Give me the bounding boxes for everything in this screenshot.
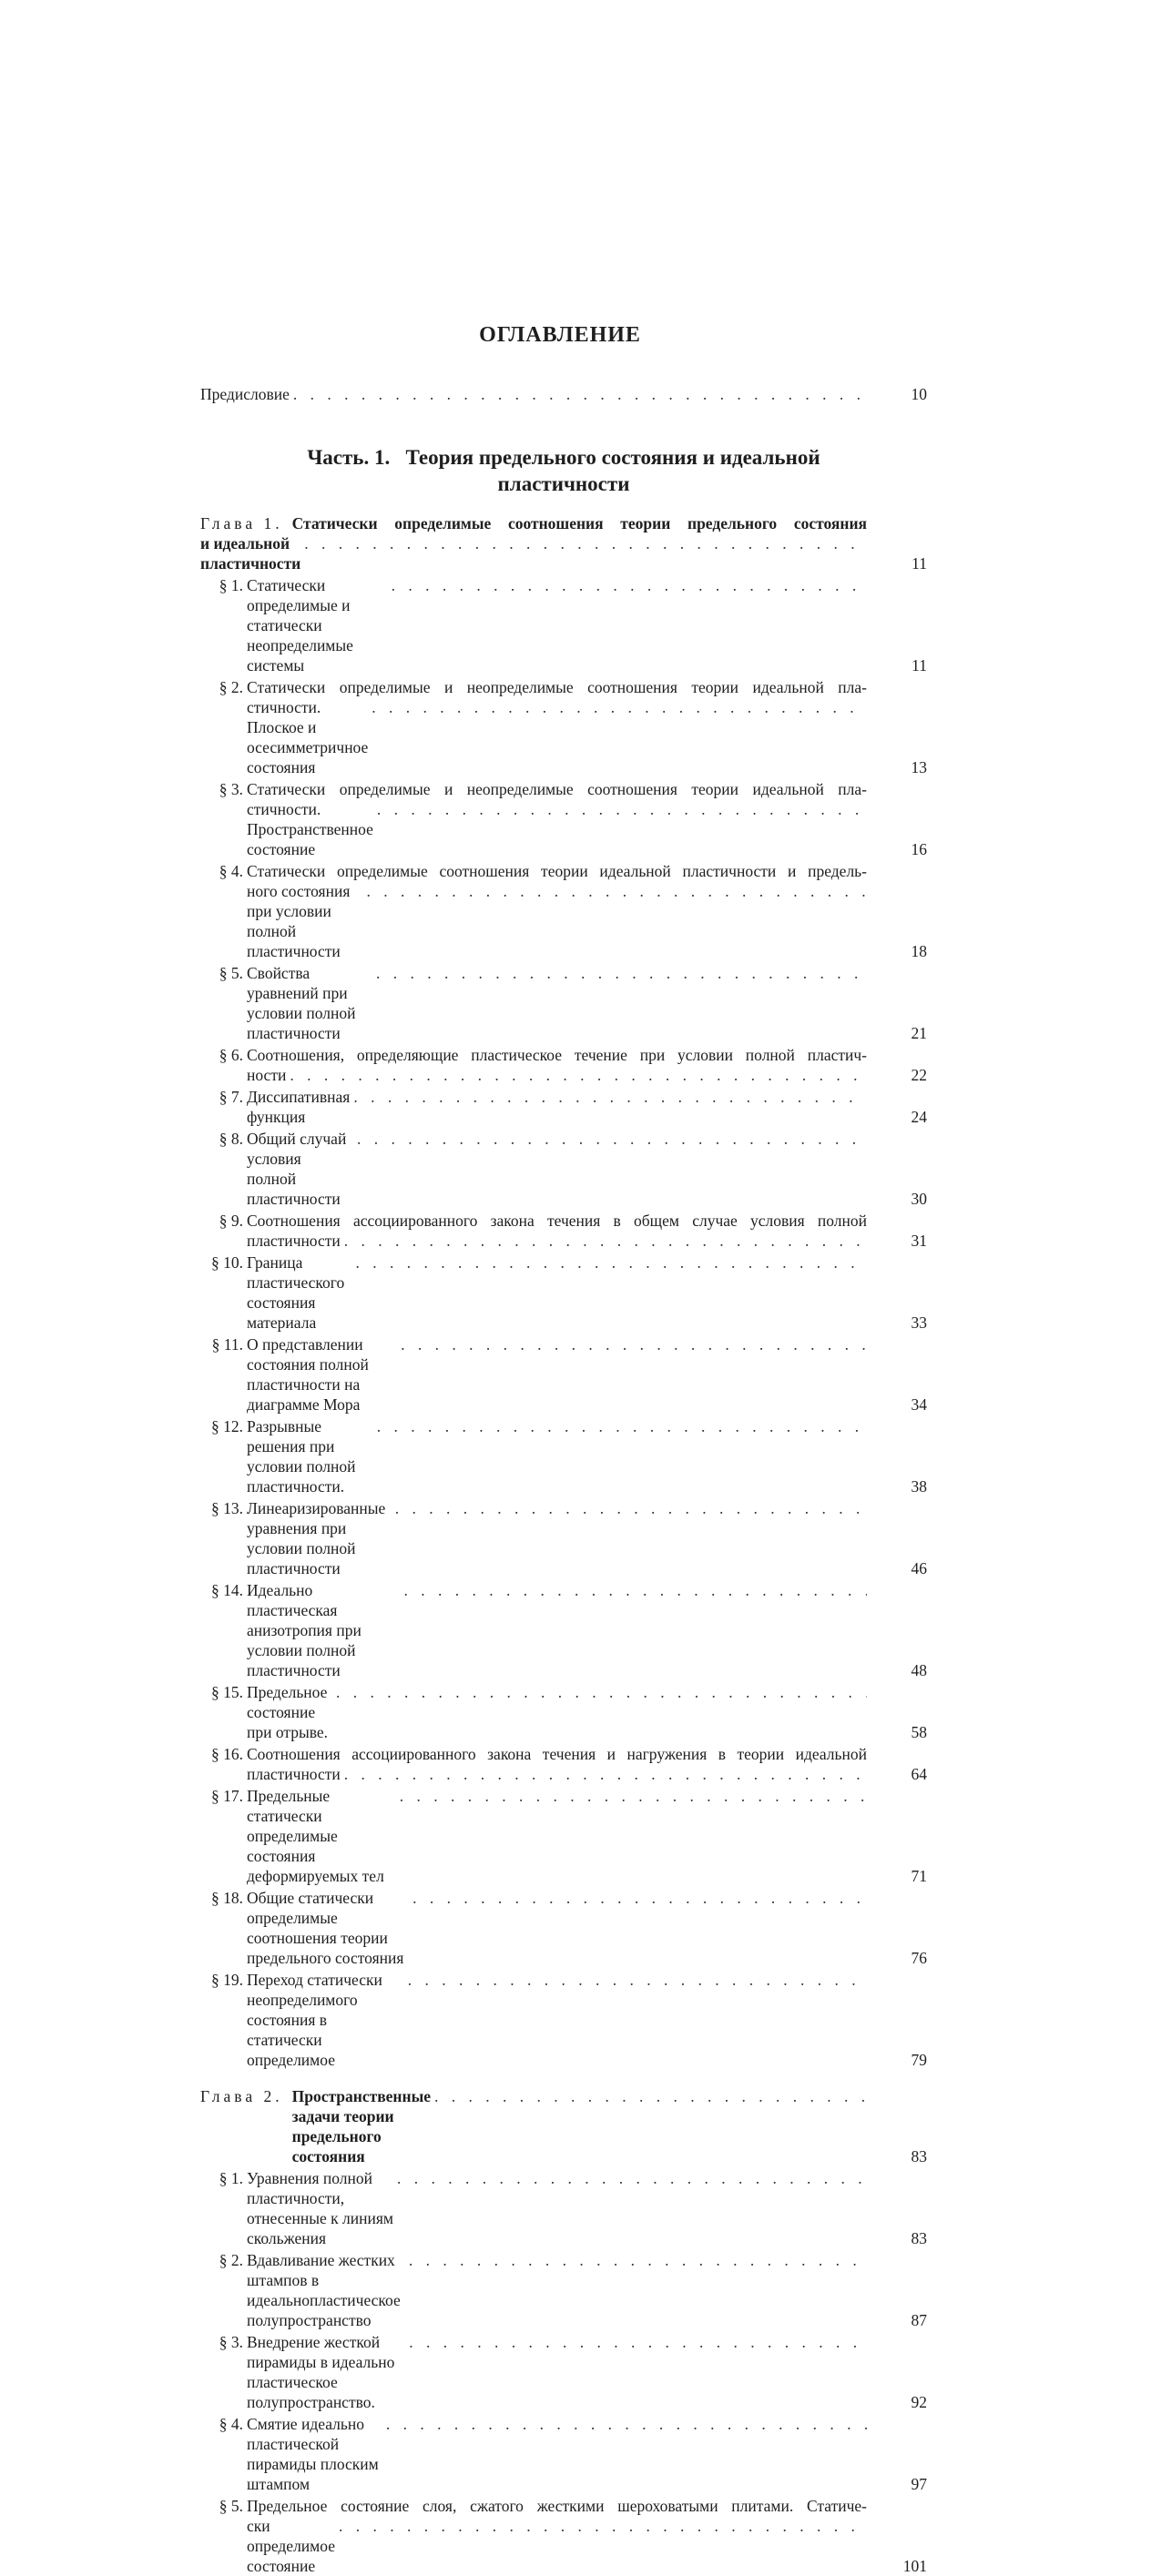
toc-section[interactable] bbox=[200, 963, 927, 1043]
toc-section[interactable] bbox=[200, 677, 927, 777]
dot-leader bbox=[336, 1682, 867, 1702]
entry-body bbox=[247, 779, 867, 859]
dot-leader bbox=[397, 2168, 867, 2188]
part-heading-line: пластичности bbox=[497, 472, 630, 495]
entry-body bbox=[247, 1211, 867, 1251]
entry-last-line bbox=[247, 1888, 867, 1968]
entry-last-line bbox=[247, 799, 867, 859]
entry-last-line bbox=[247, 1682, 867, 1742]
toc-section[interactable] bbox=[200, 861, 927, 961]
toc-entry-preface[interactable] bbox=[200, 384, 927, 404]
entry-text-line: Соотношения, определяющие пластическое течение при условии полной пластич- bbox=[247, 1046, 867, 1064]
entry-body bbox=[247, 1498, 867, 1578]
dot-leader bbox=[344, 1231, 867, 1251]
entry-text-line: Предельное состояние слоя, сжатого жесткими шероховатыми плитами. Статиче- bbox=[247, 2497, 867, 2515]
entry-last-line bbox=[247, 2516, 867, 2576]
toc-section[interactable] bbox=[200, 575, 927, 675]
section-number: § 19. bbox=[211, 1971, 243, 1989]
dot-leader bbox=[293, 384, 867, 404]
section-number: § 3. bbox=[219, 2333, 243, 2351]
section-number: § 16. bbox=[211, 1745, 243, 1763]
dot-leader bbox=[409, 2250, 867, 2270]
entry-text-line: Переход статически неопределимого состояния в статически определимое bbox=[247, 1971, 382, 2069]
entry-last-line bbox=[247, 1087, 867, 1127]
entry-body bbox=[247, 1253, 867, 1333]
dot-leader bbox=[392, 575, 867, 595]
entry-body bbox=[247, 1682, 867, 1742]
entry-body bbox=[247, 2332, 867, 2412]
page-number: 21 bbox=[911, 1024, 927, 1042]
toc-section[interactable] bbox=[200, 1211, 927, 1251]
toc-title: ОГЛАВЛЕНИЕ bbox=[479, 323, 641, 347]
toc-section[interactable] bbox=[200, 1682, 927, 1742]
page-number: 76 bbox=[911, 1949, 927, 1967]
section-number: § 7. bbox=[219, 1088, 243, 1106]
entry-text-line: Диссипативная функция bbox=[247, 1088, 351, 1126]
entry-text-line: ски определимое состояние bbox=[247, 2517, 335, 2575]
dot-leader bbox=[344, 1764, 867, 1784]
entry-last-line bbox=[247, 2250, 867, 2330]
page-number: 64 bbox=[911, 1765, 927, 1783]
entry-last-line bbox=[247, 1764, 867, 1784]
dot-leader bbox=[290, 1065, 867, 1085]
entry-last-line bbox=[247, 575, 867, 675]
entry-text-line: Статически определимые и неопределимые соотношения теории идеальной пла- bbox=[247, 780, 867, 798]
entry-text-line: Уравнения полной пластичности, отнесенные к линиям скольжения bbox=[247, 2169, 393, 2247]
chapter-label: Глава 2. bbox=[200, 2087, 283, 2105]
section-number: § 11. bbox=[211, 1335, 243, 1354]
page-number: 87 bbox=[911, 2311, 927, 2329]
chapter-text-line bbox=[200, 513, 867, 533]
page-number: 101 bbox=[902, 2557, 927, 2575]
entry-text-line: стичности. Пространственное состояние bbox=[247, 800, 373, 858]
entry-body bbox=[247, 2496, 867, 2576]
dot-leader bbox=[366, 881, 867, 901]
dot-leader bbox=[376, 963, 867, 983]
entry-last-line bbox=[247, 1129, 867, 1209]
page-number: 92 bbox=[911, 2393, 927, 2411]
toc-section[interactable] bbox=[200, 2332, 927, 2412]
entry-body bbox=[247, 1786, 867, 1886]
entry-text-line: Статически определимые соотношения теории идеальной пластичности и предель- bbox=[247, 862, 867, 880]
entry-text-line: пластичности bbox=[247, 1232, 341, 1250]
section-number: § 1. bbox=[219, 576, 243, 594]
entry-last-line bbox=[247, 1580, 867, 1680]
entry-text-line: пластичности bbox=[247, 1765, 341, 1783]
page-number: 24 bbox=[911, 1108, 927, 1126]
page-number: 83 bbox=[911, 2147, 927, 2165]
dot-leader bbox=[401, 1334, 867, 1354]
entry-last-line bbox=[247, 697, 867, 777]
toc-entries bbox=[200, 382, 927, 2576]
section-number: § 2. bbox=[219, 678, 243, 696]
toc-chapter[interactable] bbox=[200, 513, 927, 573]
entry-last-line bbox=[247, 2414, 867, 2494]
section-number: § 3. bbox=[219, 780, 243, 798]
entry-body bbox=[247, 1129, 867, 1209]
toc-section[interactable] bbox=[200, 1253, 927, 1333]
entry-body bbox=[247, 2414, 867, 2494]
dot-leader bbox=[339, 2516, 867, 2536]
page-number: 16 bbox=[911, 840, 927, 858]
entry-body bbox=[247, 2168, 867, 2248]
page-number: 13 bbox=[911, 758, 927, 776]
entry-text-line: Соотношения ассоциированного закона течения и нагружения в теории идеальной bbox=[247, 1745, 867, 1763]
dot-leader bbox=[386, 2414, 867, 2434]
entry-last-line bbox=[247, 2168, 867, 2248]
toc-section[interactable] bbox=[200, 1129, 927, 1209]
entry-last-line bbox=[247, 2332, 867, 2412]
toc-section[interactable] bbox=[200, 2250, 927, 2330]
page-number: 71 bbox=[911, 1867, 927, 1885]
entry-last-line bbox=[247, 963, 867, 1043]
toc-section[interactable] bbox=[200, 2168, 927, 2248]
entry-text-line: Вдавливание жестких штампов в идеальнопластическое полупространство bbox=[247, 2251, 401, 2329]
toc-section[interactable] bbox=[200, 2414, 927, 2494]
entry-last-line bbox=[247, 1253, 867, 1333]
entry-text-line: Линеаризированные уравнения при условии полной пластичности bbox=[247, 1499, 386, 1577]
entry-last-line bbox=[247, 1065, 867, 1085]
toc-section[interactable] bbox=[200, 1580, 927, 1680]
chapter-label: Глава 1. bbox=[200, 514, 283, 532]
chapter-list bbox=[200, 513, 927, 2576]
entry-last-line bbox=[247, 1970, 867, 2070]
page-number: 31 bbox=[911, 1232, 927, 1250]
dot-leader bbox=[408, 1970, 867, 1990]
page-number: 97 bbox=[911, 2475, 927, 2493]
entry-text-line: ного состояния при условии полной пластичности bbox=[247, 882, 351, 960]
section-number: § 18. bbox=[211, 1889, 243, 1907]
chapter-last-line bbox=[200, 533, 867, 573]
dot-leader bbox=[377, 1416, 867, 1436]
dot-leader bbox=[304, 533, 867, 553]
chapter-body bbox=[200, 2086, 867, 2166]
entry-body bbox=[247, 963, 867, 1043]
section-number: § 13. bbox=[211, 1499, 243, 1517]
entry-text-line: Свойства уравнений при условии полной пластичности bbox=[247, 964, 356, 1042]
dot-leader bbox=[353, 1087, 867, 1107]
toc-section[interactable] bbox=[200, 1045, 927, 1085]
toc-chapter[interactable] bbox=[200, 2086, 927, 2166]
entry-last-line bbox=[247, 1416, 867, 1496]
page-number: 83 bbox=[911, 2229, 927, 2247]
entry-text-line: стичности. Плоское и осесимметричное состояния bbox=[247, 698, 369, 776]
chapter-last-line bbox=[200, 2086, 867, 2166]
dot-leader bbox=[395, 1498, 867, 1518]
entry-last-line bbox=[247, 1334, 867, 1415]
entry-text-line: Статически определимые и статически неопределимые системы bbox=[247, 576, 353, 674]
page-number: 22 bbox=[911, 1066, 927, 1084]
entry-body bbox=[247, 1045, 867, 1085]
entry-body bbox=[247, 1580, 867, 1680]
page-number: 46 bbox=[911, 1559, 927, 1577]
entry-text-line: Идеально пластическая анизотропия при условии полной пластичности bbox=[247, 1581, 362, 1679]
page-number: 33 bbox=[911, 1313, 927, 1332]
dot-leader bbox=[409, 2332, 867, 2352]
section-number: § 6. bbox=[219, 1046, 243, 1064]
section-number: § 12. bbox=[211, 1417, 243, 1435]
entry-body bbox=[247, 1087, 867, 1127]
section-number: § 5. bbox=[219, 964, 243, 982]
entry-text-line: О представлении состояния полной пластичности на диаграмме Мора bbox=[247, 1335, 369, 1414]
section-number: § 4. bbox=[219, 862, 243, 880]
entry-text-line: Соотношения ассоциированного закона течения в общем случае условия полной bbox=[247, 1212, 867, 1230]
entry-last-line bbox=[247, 1786, 867, 1886]
entry-text-line: ности bbox=[247, 1066, 287, 1084]
section-number: § 4. bbox=[219, 2415, 243, 2433]
toc-section[interactable] bbox=[200, 1416, 927, 1496]
page-number: 48 bbox=[911, 1661, 927, 1679]
entry-body bbox=[247, 861, 867, 961]
toc-section[interactable] bbox=[200, 1786, 927, 1886]
entry-text-line: Предельные статически определимые состояния деформируемых тел bbox=[247, 1787, 384, 1885]
toc-section[interactable] bbox=[200, 2496, 927, 2576]
entry-body bbox=[247, 1744, 867, 1784]
section-number: § 5. bbox=[219, 2497, 243, 2515]
dot-leader bbox=[412, 1888, 867, 1908]
toc-section[interactable] bbox=[200, 1498, 927, 1578]
page-number: 11 bbox=[911, 656, 927, 674]
page-number: 10 bbox=[911, 385, 927, 403]
entry-text-line: Разрывные решения при условии полной пластичности. bbox=[247, 1417, 356, 1496]
dot-leader bbox=[434, 2086, 867, 2106]
entry-body bbox=[247, 575, 867, 675]
page-number: 34 bbox=[911, 1395, 927, 1414]
entry-body bbox=[247, 1416, 867, 1496]
page-number: 58 bbox=[911, 1723, 927, 1741]
dot-leader bbox=[400, 1786, 867, 1806]
section-number: § 9. bbox=[219, 1212, 243, 1230]
toc-section[interactable] bbox=[200, 1334, 927, 1415]
toc-section[interactable] bbox=[200, 1888, 927, 1968]
page-number: 11 bbox=[911, 554, 927, 573]
entry-text-line: Внедрение жесткой пирамиды в идеально пластическое полупространство. bbox=[247, 2333, 395, 2411]
dot-leader bbox=[403, 1580, 867, 1600]
chapter-title: и идеальной пластичности bbox=[200, 534, 301, 573]
entry-body bbox=[247, 1970, 867, 2070]
entry-body bbox=[247, 677, 867, 777]
section-number: § 17. bbox=[211, 1787, 243, 1805]
entry-text-line: Общие статически определимые соотношения теории предельного состояния bbox=[247, 1889, 404, 1967]
dot-leader bbox=[357, 1129, 867, 1149]
entry-body bbox=[247, 1888, 867, 1968]
entry-title: Предисловие bbox=[200, 385, 290, 403]
entry-text-line: Граница пластического состояния материала bbox=[247, 1253, 345, 1332]
entry-text-line: Смятие идеально пластической пирамиды плоским штампом bbox=[247, 2415, 379, 2493]
part-heading-line: Часть. 1. Теория предельного состояния и идеальной bbox=[307, 446, 820, 469]
toc-section[interactable] bbox=[200, 1087, 927, 1127]
section-number: § 1. bbox=[219, 2169, 243, 2187]
dot-leader bbox=[377, 799, 867, 819]
page-number: 30 bbox=[911, 1190, 927, 1208]
chapter-body bbox=[200, 513, 867, 573]
dot-leader bbox=[372, 697, 867, 717]
entry-text-line: Предельное состояние при отрыве. bbox=[247, 1683, 329, 1741]
entry-text-line: Общий случай условия полной пластичности bbox=[247, 1130, 347, 1208]
page-number: 38 bbox=[911, 1477, 927, 1496]
entry-last-line bbox=[247, 1231, 867, 1251]
chapter-title: Пространственные задачи теории предельного состояния bbox=[291, 2087, 432, 2165]
page-number: 18 bbox=[911, 942, 927, 960]
toc-section[interactable] bbox=[200, 1744, 927, 1784]
entry-last-line bbox=[247, 881, 867, 961]
part-heading bbox=[200, 444, 927, 497]
entry-body bbox=[247, 2250, 867, 2330]
chapter-title: Статически определимые соотношения теории предельного состояния bbox=[291, 514, 867, 532]
section-number: § 14. bbox=[211, 1581, 243, 1599]
entry-text-line: Статически определимые и неопределимые соотношения теории идеальной пла- bbox=[247, 678, 867, 696]
section-number: § 8. bbox=[219, 1130, 243, 1148]
page-number: 79 bbox=[911, 2051, 927, 2069]
section-number: § 15. bbox=[211, 1683, 243, 1701]
entry-body bbox=[247, 1334, 867, 1415]
section-number: § 10. bbox=[211, 1253, 243, 1272]
toc-section[interactable] bbox=[200, 779, 927, 859]
entry-last-line bbox=[247, 1498, 867, 1578]
toc-section[interactable] bbox=[200, 1970, 927, 2070]
dot-leader bbox=[355, 1253, 867, 1273]
section-number: § 2. bbox=[219, 2251, 243, 2269]
